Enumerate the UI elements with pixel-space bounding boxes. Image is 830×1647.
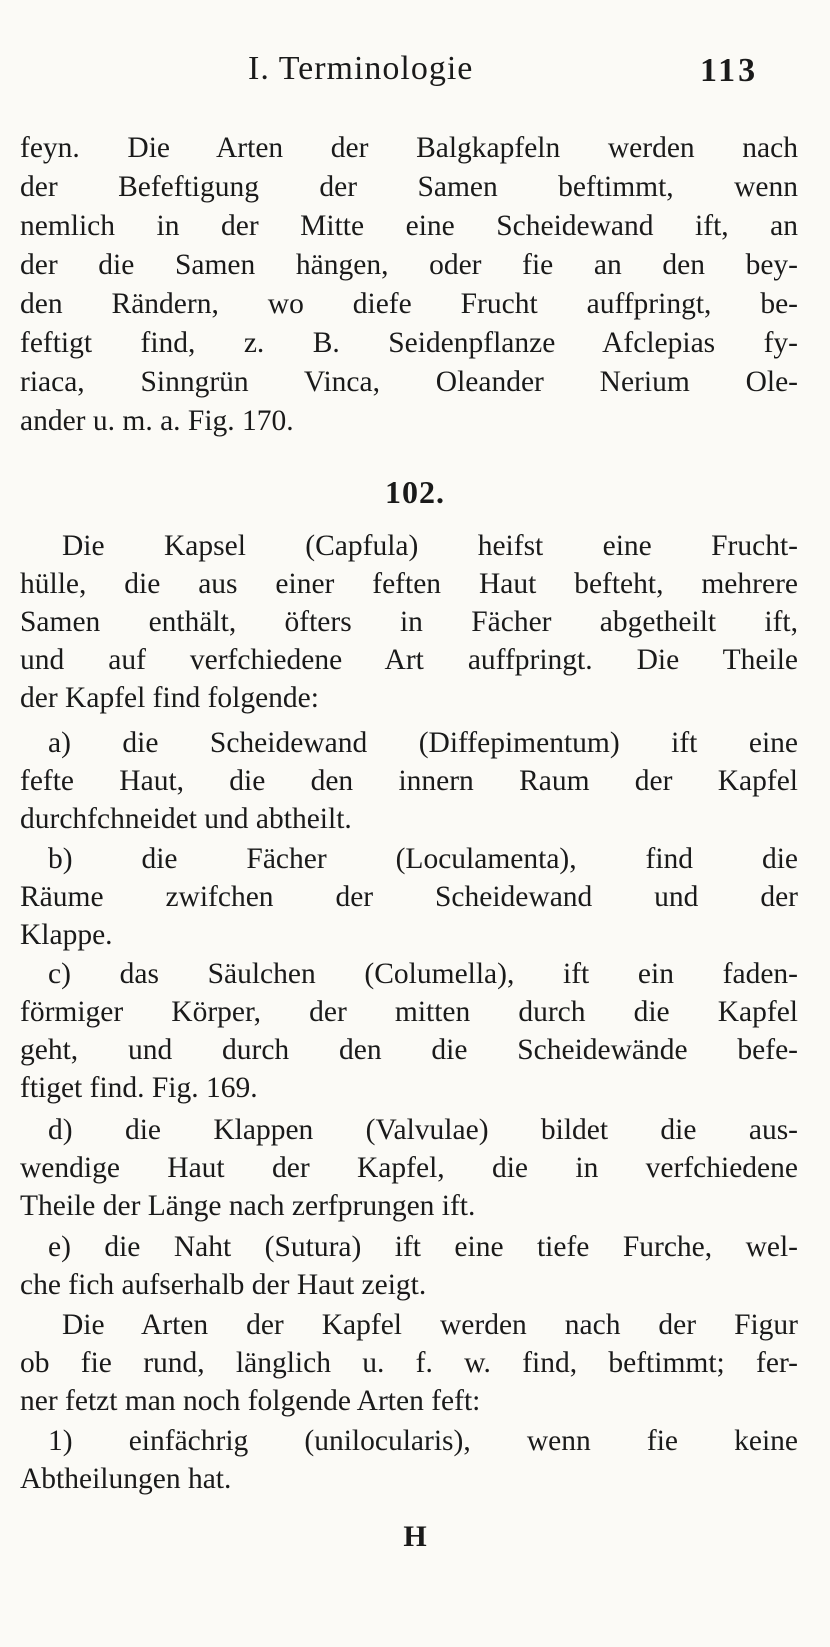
text-line: Die Arten der Kapfel werden nach der Figur xyxy=(62,1309,798,1341)
text-line: Theile der Länge nach zerfprungen ift. xyxy=(20,1190,476,1222)
text-line: 1) einfächrig (unilocularis), wenn fie keine xyxy=(48,1425,798,1457)
text-line: förmiger Körper, der mitten durch die Kapfel xyxy=(20,996,798,1028)
text-line: der Kapfel find folgende: xyxy=(20,682,319,714)
text-line: der die Samen hängen, oder fie an den bey- xyxy=(20,249,798,281)
text-line: Räume zwifchen der Scheidewand und der xyxy=(20,881,798,913)
text-line: durchfchneidet und abtheilt. xyxy=(20,803,352,835)
page-number: 113 xyxy=(700,52,759,89)
signature-mark: H xyxy=(403,1520,427,1553)
text-line: ner fetzt man noch folgende Arten feft: xyxy=(20,1385,481,1417)
text-line: ander u. m. a. Fig. 170. xyxy=(20,405,294,437)
text-line: d) die Klappen (Valvulae) bildet die aus- xyxy=(48,1114,798,1146)
text-line: che fich aufserhalb der Haut zeigt. xyxy=(20,1269,427,1301)
text-line: und auf verfchiedene Art auffpringt. Die Theile xyxy=(20,644,798,676)
text-line: feftigt find, z. B. Seidenpflanze Afclepias fy- xyxy=(20,327,798,359)
text-line: hülle, die aus einer feften Haut befteht, mehrere xyxy=(20,568,798,600)
text-line: Abtheilungen hat. xyxy=(20,1463,232,1495)
text-line: e) die Naht (Sutura) ift eine tiefe Furche, wel- xyxy=(48,1231,798,1263)
text-line: feyn. Die Arten der Balgkapfeln werden nach xyxy=(20,132,798,164)
text-line: riaca, Sinngrün Vinca, Oleander Nerium Ole- xyxy=(20,366,798,398)
running-title: I. Terminologie xyxy=(248,50,474,87)
section-number: 102. xyxy=(385,474,445,510)
text-line: wendige Haut der Kapfel, die in verfchiedene xyxy=(20,1152,798,1184)
text-line: Samen enthält, öfters in Fächer abgetheilt ift, xyxy=(20,606,798,638)
text-line: den Rändern, wo diefe Frucht auffpringt, be- xyxy=(20,288,798,320)
text-line: b) die Fächer (Loculamenta), find die xyxy=(48,843,798,875)
text-line: geht, und durch den die Scheidewände befe- xyxy=(20,1034,798,1066)
text-line: fefte Haut, die den innern Raum der Kapfel xyxy=(20,765,798,797)
text-line: der Befeftigung der Samen beftimmt, wenn xyxy=(20,171,798,203)
text-line: ftiget find. Fig. 169. xyxy=(20,1072,258,1104)
text-line: c) das Säulchen (Columella), ift ein faden- xyxy=(48,958,798,990)
text-line: Klappe. xyxy=(20,919,113,951)
text-line: a) die Scheidewand (Diffepimentum) ift eine xyxy=(48,727,798,759)
text-line: ob fie rund, länglich u. f. w. find, beftimmt; fer- xyxy=(20,1347,798,1379)
running-header xyxy=(0,40,830,100)
text-line: nemlich in der Mitte eine Scheidewand ift, an xyxy=(20,210,798,242)
text-line: Die Kapsel (Capfula) heifst eine Frucht- xyxy=(62,530,798,562)
